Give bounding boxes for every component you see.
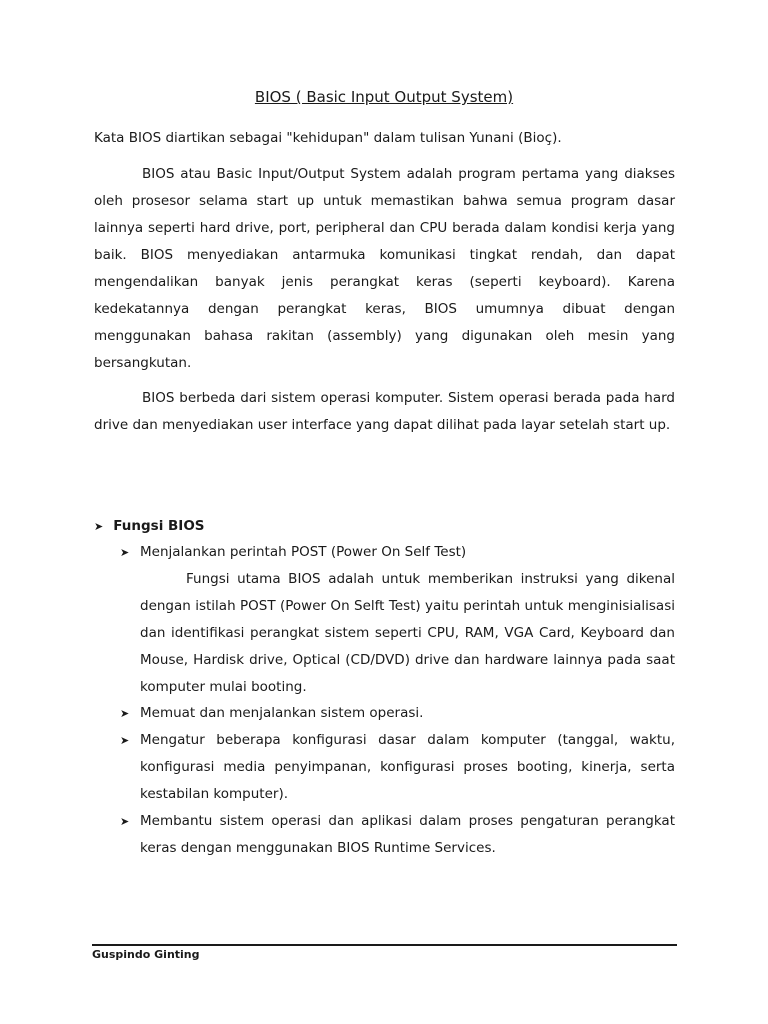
list-item-text: Membantu sistem operasi dan aplikasi dalam proses pengaturan perangkat keras dengan menggunakan BIOS Runtime Services.	[140, 813, 675, 856]
footer-author: Guspindo Ginting	[92, 948, 200, 961]
list-item	[120, 808, 675, 862]
list-item-text: Mengatur beberapa konfigurasi dasar dalam komputer (tanggal, waktu, konfigurasi media penyimpanan, konfigurasi proses booting, kinerja, serta kestabilan komputer).	[140, 732, 675, 802]
footer-divider	[92, 944, 677, 946]
list-item	[120, 700, 675, 727]
arrow-bullet-icon: ➤	[120, 734, 130, 747]
intro-paragraph: Kata BIOS diartikan sebagai "kehidupan" dalam tulisan Yunani (Bioç).	[94, 130, 562, 146]
list-item	[120, 727, 675, 808]
list-item	[120, 539, 675, 566]
arrow-bullet-icon: ➤	[120, 815, 130, 828]
body-paragraph: BIOS atau Basic Input/Output System adalah program pertama yang diakses oleh prosesor selama start up untuk memastikan bahwa semua program dasar lainnya seperti hard drive, port, peripheral dan CPU berada dalam kondisi kerja yang baik. BIOS menyediakan antarmuka komunikasi tingkat rendah, dan dapat mengendalikan banyak jenis perangkat keras (seperti keyboard). Karena kedekatannya dengan perangkat keras, BIOS umumnya dibuat dengan menggunakan bahasa rakitan (assembly) yang digunakan oleh mesin yang bersangkutan.	[94, 166, 675, 371]
list-item-detail: Fungsi utama BIOS adalah untuk memberikan instruksi yang dikenal dengan istilah POST (Power On Selft Test) yaitu perintah untuk menginisialisasi dan identifikasi perangkat sistem seperti CPU, RAM, VGA Card, Keyboard dan Mouse, Hardisk drive, Optical (CD/DVD) drive dan hardware lainnya pada saat komputer mulai booting.	[140, 571, 675, 695]
section-heading	[94, 516, 205, 537]
page-title: BIOS ( Basic Input Output System)	[254, 88, 514, 106]
list-item-text: Memuat dan menjalankan sistem operasi.	[140, 705, 424, 721]
arrow-bullet-icon: ➤	[94, 520, 104, 533]
arrow-bullet-icon: ➤	[120, 707, 130, 720]
section-heading-label: Fungsi BIOS	[113, 518, 205, 534]
body-paragraph: BIOS berbeda dari sistem operasi komputer. Sistem operasi berada pada hard drive dan menyediakan user interface yang dapat dilihat pada layar setelah start up.	[94, 390, 675, 433]
list-item-text: Menjalankan perintah POST (Power On Self Test)	[140, 544, 467, 560]
arrow-bullet-icon: ➤	[120, 546, 130, 559]
